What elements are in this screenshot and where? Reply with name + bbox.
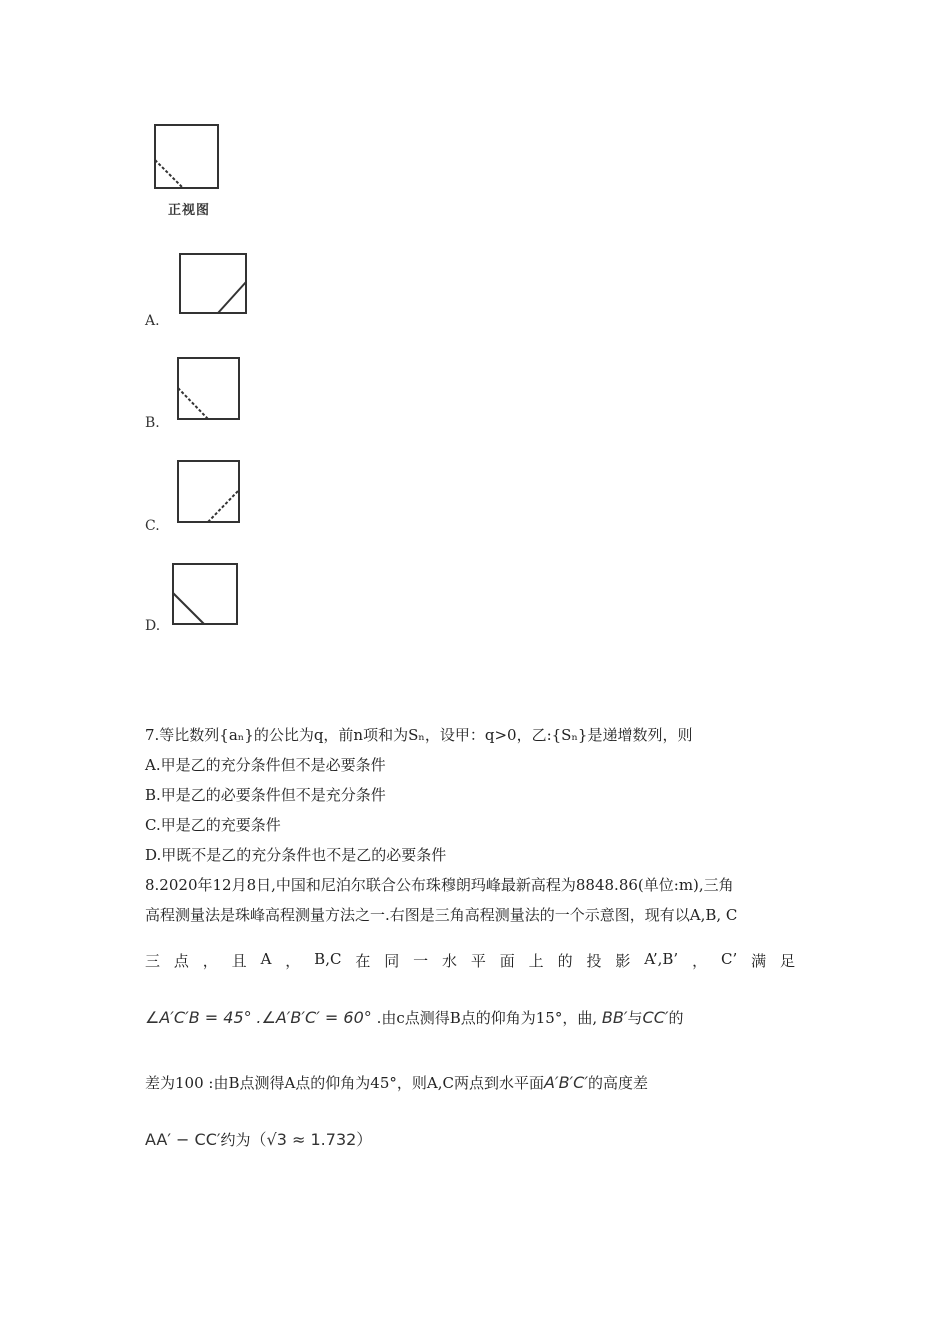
option-d-diagram xyxy=(168,560,242,628)
option-a-letter: A. xyxy=(145,313,160,329)
q8-line3-token: 点 xyxy=(173,952,189,970)
q8-line5-text-b: 的高度差 xyxy=(587,1074,648,1092)
q8-line5-text-a: 差为100 :由B点测得A点的仰角为45°，则A,C两点到水平面 xyxy=(145,1074,544,1092)
q8-line3-token: ， xyxy=(285,952,301,970)
q8-line3-token: 满 xyxy=(751,952,767,970)
option-c-diagram xyxy=(172,455,244,527)
q8-line3-token: 的 xyxy=(557,952,573,970)
q8-bb: BB′ xyxy=(601,1008,628,1027)
q8-angle2: .∠A′B′C′ = 60° xyxy=(256,1008,372,1027)
q8-line4-text-b: 与 xyxy=(627,1009,643,1027)
q7-choice-b: B.甲是乙的必要条件但不是充分条件 xyxy=(145,786,386,804)
q8-line2: 高程测量法是珠峰高程测量方法之一.右图是三角高程测量法的一个示意图，现有以A,B, C xyxy=(145,906,738,924)
q8-line3-token: C’ xyxy=(720,950,738,968)
q8-line3-token: 面 xyxy=(499,952,515,970)
q8-line3-token: 一 xyxy=(413,952,429,970)
q8-height-diff-expr: AA′ − CC′ xyxy=(145,1130,221,1149)
front-view-diagram xyxy=(148,120,228,200)
q8-line3-token: 影 xyxy=(615,952,631,970)
q8-line3-token: 且 xyxy=(231,952,247,970)
option-c-letter: C. xyxy=(145,518,160,534)
option-d-figure xyxy=(168,560,242,628)
q8-line3-token: ， xyxy=(692,952,708,970)
q8-line3-token: 水 xyxy=(442,952,458,970)
q7-choice-a: A.甲是乙的充分条件但不是必要条件 xyxy=(145,756,386,774)
q8-line3-token: 平 xyxy=(470,952,486,970)
q8-line3-token: ， xyxy=(202,952,218,970)
option-c-figure xyxy=(172,455,244,527)
front-view-figure xyxy=(148,120,228,200)
q7-choice-d: D.甲既不是乙的充分条件也不是乙的必要条件 xyxy=(145,846,447,864)
q8-plane: A′B′C′ xyxy=(543,1073,588,1092)
q7-choice-c: C.甲是乙的充要条件 xyxy=(145,816,281,834)
q8-line4 xyxy=(145,1008,684,1028)
q8-cc: CC′ xyxy=(642,1008,669,1027)
q8-line4-text-a: .由c点测得B点的仰角为15°，曲, xyxy=(376,1009,598,1027)
q8-line3-token: 投 xyxy=(586,952,602,970)
q8-line3-token: A xyxy=(260,950,272,968)
q8-line5 xyxy=(145,1073,648,1093)
option-b-figure xyxy=(172,352,244,424)
q8-line3-token: 在 xyxy=(355,952,371,970)
q8-line6-text-a: 约为 xyxy=(220,1131,251,1149)
q8-sqrt-approx: （√3 ≈ 1.732） xyxy=(250,1130,373,1149)
option-d-letter: D. xyxy=(145,618,161,634)
option-b-diagram xyxy=(172,352,244,424)
front-view-caption: 正视图 xyxy=(168,203,211,218)
q8-line3 xyxy=(145,950,795,971)
option-a-figure xyxy=(174,250,252,318)
q7-stem: 7.等比数列{aₙ}的公比为q，前n项和为Sₙ，设甲：q>0，乙:{Sₙ}是递增数列，则 xyxy=(145,726,693,744)
option-a-diagram xyxy=(174,250,252,318)
option-b-letter: B. xyxy=(145,415,160,431)
q8-line3-token: 足 xyxy=(779,952,795,970)
q8-line4-text-c: 的 xyxy=(668,1009,684,1027)
q8-line3-token: 三 xyxy=(145,952,161,970)
q8-line1: 8.2020年12月8日,中国和尼泊尔联合公布珠穆朗玛峰最新高程为8848.86(单位:m),三角 xyxy=(145,876,734,894)
q8-line3-token: A’,B’ xyxy=(644,950,679,968)
q8-angle1: ∠A′C′B = 45° xyxy=(145,1008,252,1027)
q8-line3-token: 上 xyxy=(528,952,544,970)
q8-line3-token: B,C xyxy=(314,950,342,968)
q8-line6 xyxy=(145,1130,372,1150)
q8-line3-token: 同 xyxy=(384,952,400,970)
